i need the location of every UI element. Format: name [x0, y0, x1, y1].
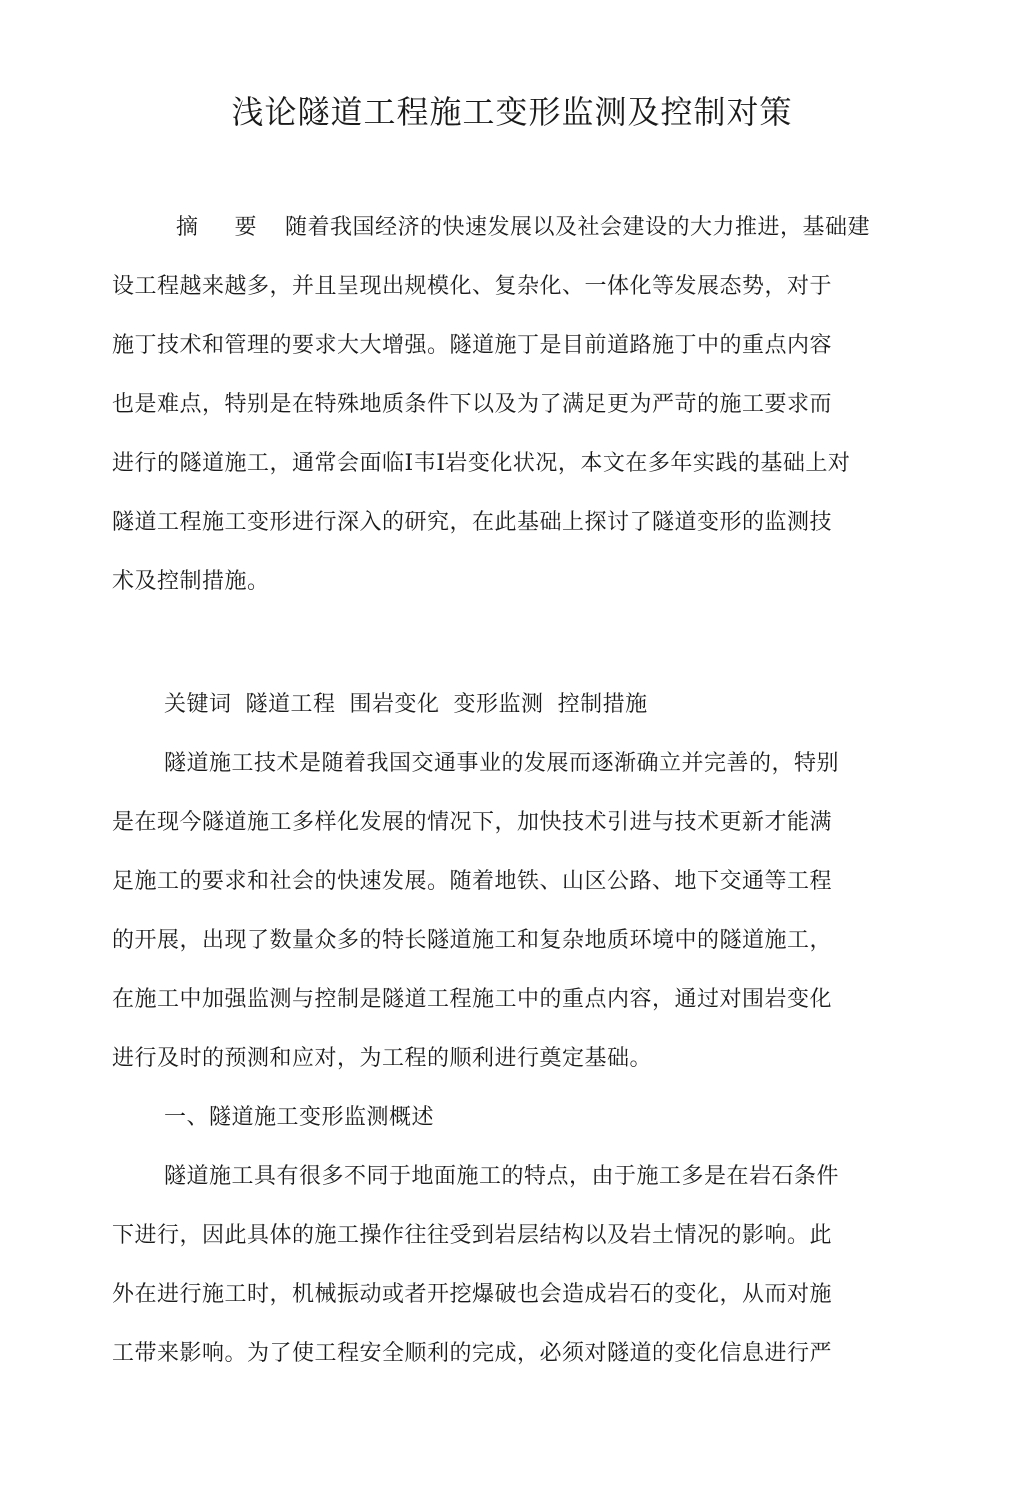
body-section [112, 734, 912, 1383]
abstract-line: 施丁技术和管理的要求大大增强。隧道施丁是目前道路施丁中的重点内容 [112, 333, 833, 358]
abstract-line: 进行的隧道施工，通常会面临I韦I岩变化状况，本文在多年实践的基础上对 [112, 451, 851, 476]
body-line: 在施工中加强监测与控制是隧道工程施工中的重点内容，通过对围岩变化 [112, 987, 833, 1012]
keyword-item: 隧道工程 [245, 692, 336, 717]
keywords-label: 关键词 [164, 692, 232, 717]
abstract-line: 设工程越来越多，并且呈现出规模化、复杂化、一体化等发展态势，对于 [112, 274, 833, 299]
keywords-line [112, 675, 912, 734]
keywords-section [112, 675, 912, 734]
document-title: 浅论隧道工程施工变形监测及控制对策 [231, 93, 793, 131]
abstract-line: 也是难点，特别是在特殊地质条件下以及为了满足更为严苛的施工要求而 [112, 392, 833, 417]
abstract-line [112, 198, 912, 257]
body-line: 下进行，因此具体的施工操作往往受到岩层结构以及岩土情况的影响。此 [112, 1223, 833, 1248]
abstract-label-first: 摘 [176, 215, 199, 240]
section-heading: 一、隧道施工变形监测概述 [164, 1105, 435, 1130]
body-line: 隧道施工具有很多不同于地面施工的特点，由于施工多是在岩石条件 [164, 1164, 840, 1189]
abstract-line: 隧道工程施工变形进行深入的研究，在此基础上探讨了隧道变形的监测技 [112, 510, 833, 535]
body-line: 足施工的要求和社会的快速发展。随着地铁、山区公路、地下交通等工程 [112, 869, 833, 894]
body-line: 的开展，出现了数量众多的特长隧道施工和复杂地质环境中的隧道施工， [112, 928, 833, 953]
keyword-item: 变形监测 [453, 692, 544, 717]
body-line: 外在进行施工时，机械振动或者开挖爆破也会造成岩石的变化，从而对施 [112, 1282, 833, 1307]
body-line: 隧道施工技术是随着我国交通事业的发展而逐渐确立并完善的，特别 [164, 751, 840, 776]
abstract-section [112, 198, 912, 611]
body-line: 是在现今隧道施工多样化发展的情况下，加快技术引进与技术更新才能满 [112, 810, 833, 835]
abstract-line: 术及控制措施。 [112, 569, 270, 594]
abstract-text: 随着我国经济的快速发展以及社会建设的大力推进，基础建 [285, 215, 871, 240]
abstract-label [176, 198, 257, 257]
keyword-item: 控制措施 [557, 692, 648, 717]
body-line: 进行及时的预测和应对，为工程的顺利进行奠定基础。 [112, 1046, 653, 1071]
body-line: 工带来影响。为了使工程安全顺利的完成，必须对隧道的变化信息进行严 [112, 1341, 833, 1366]
abstract-label-second: 要 [234, 215, 258, 240]
keyword-item: 围岩变化 [349, 692, 440, 717]
